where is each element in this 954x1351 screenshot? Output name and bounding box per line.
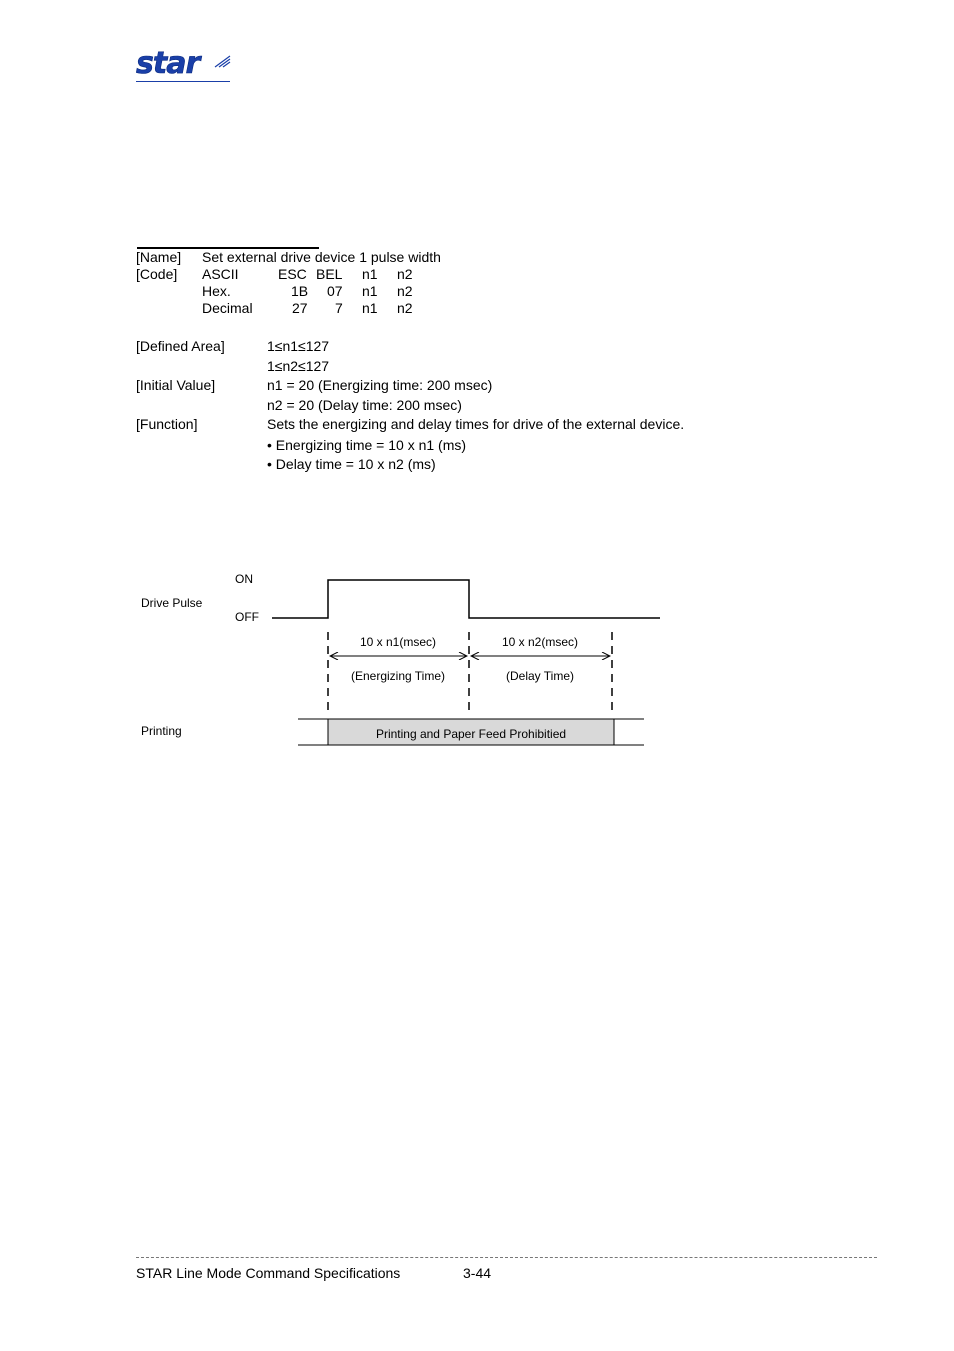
drive-pulse-label: Drive Pulse: [141, 596, 203, 610]
function-description: Sets the energizing and delay times for drive of the external device.: [267, 416, 685, 432]
star-logo: [136, 46, 232, 84]
printing-label: Printing: [141, 724, 182, 738]
code-cell: n2: [397, 266, 413, 282]
function-energizing-formula: • Energizing time = 10 x n1 (ms): [267, 437, 467, 453]
on-label: ON: [235, 572, 253, 586]
drive-pulse-waveform: [272, 580, 660, 618]
defined-area-label: [Defined Area]: [136, 338, 225, 354]
code-cell: n2: [397, 300, 413, 316]
code-row-label: Hex.: [202, 283, 231, 299]
energizing-time-label: (Energizing Time): [350, 669, 446, 683]
name-label: [Name]: [136, 249, 182, 265]
function-label: [Function]: [136, 416, 198, 432]
code-cell: n1: [362, 300, 378, 316]
footer-doc-title: STAR Line Mode Command Specifications: [136, 1265, 401, 1281]
code-cell: ESC: [278, 266, 307, 282]
code-cell: n1: [362, 283, 378, 299]
defined-area-n2: 1≤n2≤127: [267, 358, 330, 374]
code-cell: BEL: [316, 266, 343, 282]
footer-rule: [136, 1257, 877, 1258]
code-cell: 27: [292, 300, 308, 316]
initial-value-n2: n2 = 20 (Delay time: 200 msec): [267, 397, 462, 413]
defined-area-n1: 1≤n1≤127: [267, 338, 330, 354]
footer-page-number: 3-44: [463, 1265, 492, 1281]
code-label: [Code]: [136, 266, 178, 282]
code-cell: 7: [335, 300, 343, 316]
n2-interval-label: 10 x n2(msec): [501, 635, 579, 649]
code-cell: n1: [362, 266, 378, 282]
code-cell: 1B: [291, 283, 309, 299]
code-row-label: Decimal: [202, 300, 253, 316]
drive-pulse-timing-diagram: [136, 560, 666, 760]
code-cell: 07: [327, 283, 343, 299]
delay-time-label: (Delay Time): [505, 669, 575, 683]
prohibited-label: Printing and Paper Feed Prohibitied: [375, 727, 567, 741]
off-label: OFF: [235, 610, 259, 624]
code-cell: n2: [397, 283, 413, 299]
n1-interval-label: 10 x n1(msec): [359, 635, 437, 649]
function-delay-formula: • Delay time = 10 x n2 (ms): [267, 456, 436, 472]
logo-star-mark-icon: [214, 54, 232, 70]
initial-value-n1: n1 = 20 (Energizing time: 200 msec): [267, 377, 493, 393]
name-value: Set external drive device 1 pulse width: [202, 249, 441, 265]
logo-text: star: [136, 46, 200, 81]
code-row-label: ASCII: [202, 266, 239, 282]
logo-underline: [136, 81, 230, 82]
initial-value-label: [Initial Value]: [136, 377, 216, 393]
